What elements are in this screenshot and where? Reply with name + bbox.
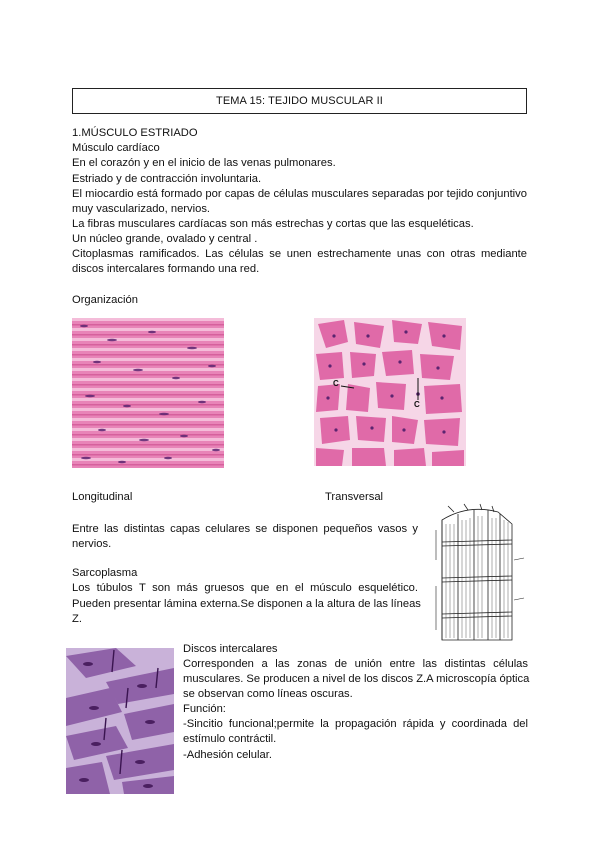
section-line: La fibras musculares cardíacas son más estrechas y cortas que las esqueléticas.	[72, 218, 474, 230]
discos-micrograph	[66, 648, 174, 794]
section-line: En el corazón y en el inicio de las venas pulmonares.	[72, 157, 336, 169]
section-line: Citoplasmas ramificados. Las células se unen estrechamente unas con otras mediante	[72, 248, 527, 260]
organizacion-heading: Organización	[72, 294, 138, 306]
discos-line: Función:	[183, 703, 226, 715]
discos-heading: Discos intercalares	[183, 643, 278, 655]
discos-line: Corresponden a las zonas de unión entre las distintas células	[183, 658, 528, 670]
discos-line: se observan como líneas oscuras.	[183, 688, 353, 700]
sarcoplasma-heading: Sarcoplasma	[72, 567, 138, 579]
section-line: El miocardio está formado por capas de células musculares separadas por tejido conjuntivo	[72, 188, 527, 200]
discos-line: musculares. Se producen a nivel de los discos Z.A microscopía óptica	[183, 673, 530, 685]
discos-line: -Adhesión celular.	[183, 749, 272, 761]
sarcoplasma-line: Pueden presentar lámina externa.Se disponen a la altura de las líneas	[72, 598, 421, 610]
sarcoplasma-line: Z.	[72, 613, 82, 625]
title-box	[72, 88, 527, 114]
transversal-label-c: C	[333, 379, 339, 388]
discos-line: -Sincitio funcional;permite la propagación rápida y coordinada del	[183, 718, 528, 730]
discos-line: estímulo contráctil.	[183, 733, 277, 745]
transversal-label-c: C	[414, 400, 420, 409]
vasos-line: nervios.	[72, 538, 112, 550]
longitudinal-micrograph	[72, 318, 224, 468]
section-line: Un núcleo grande, ovalado y central .	[72, 233, 258, 245]
caption-transversal: Transversal	[325, 491, 384, 503]
section-heading: 1.MÚSCULO ESTRIADO	[72, 127, 198, 139]
caption-longitudinal: Longitudinal	[72, 491, 133, 503]
sarcoplasm-diagram	[428, 500, 528, 648]
sarcoplasma-line: Los túbulos T son más gruesos que en el músculo esquelético.	[72, 582, 418, 594]
transversal-micrograph	[314, 318, 466, 466]
vasos-line: Entre las distintas capas celulares se disponen pequeños vasos y	[72, 523, 418, 535]
section-line: Estriado y de contracción involuntaria.	[72, 173, 262, 185]
section-line: muy vascularizado, nervios.	[72, 203, 211, 215]
section-subheading: Músculo cardíaco	[72, 142, 160, 154]
section-line: discos intercalares formando una red.	[72, 263, 260, 275]
page-title: TEMA 15: TEJIDO MUSCULAR II	[216, 95, 383, 107]
